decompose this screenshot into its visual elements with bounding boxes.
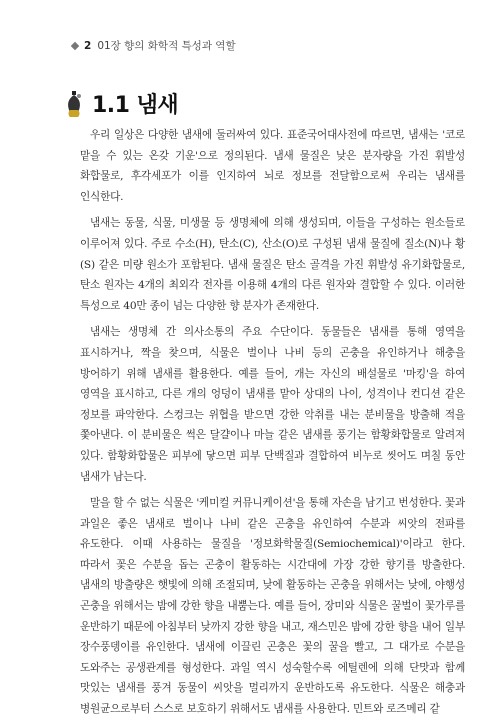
paragraph: 냄새는 동물, 식물, 미생물 등 생명체에 의해 생성되며, 이들을 구성하는 원소들로 이루어져 있다. 주로 수소(H), 탄소(C), 산소(O)로 구성된 냄새 물질에 질소(N)나 황(S) 같은 미량 원소가 포함된다. 냄새 물질은 탄소 골격을 가진 휘발성 유기화합물로, 탄소 원자는 4개의 최외각 전자를 이용해 4개의 다른 원자와 결합할 수 있다. 이러한 특성으로 40만 종이 넘는 다양한 향 분자가 존재한다. xyxy=(80,217,465,312)
perfume-bottle-icon xyxy=(64,90,84,118)
bullet-diamond-icon xyxy=(71,41,79,49)
paragraph: 말을 할 수 없는 식물은 '케미컬 커뮤니케이션'을 통해 자손을 남기고 번성한다. 꽃과 과일은 좋은 냄새로 벌이나 나비 같은 곤충을 유인하여 수분과 씨앗의 전파를 유도한다. 이때 사용하는 물질을 '정보화학물질(Semiochemical)'이라고 한다. 따라서 꽃은 수분을 돕는 곤충이 활동하는 시간대에 가장 강한 향기를 방출한다. 냄새의 방출량은 햇빛에 의해 조절되며, 낮에 활동하는 곤충을 위해서는 낮에, 야행성 곤충을 위해서는 밤에 강한 향을 내뿜는다. 예를 들어, 장미와 식물은 꿀벌이 꽃가루를 운반하기 때문에 아침부터 낮까지 강한 향을 내고, 재스민은 밤에 강한 향을 내어 일부 장수풍뎅이를 유인한다. 냄새에 이끌린 곤충은 꽃의 꿀을 빨고, 그 대가로 수분을 도와주는 공생관계를 형성한다. 과일 역시 성숙할수록 에틸렌에 의해 단맛과 함께 맛있는 냄새를 풍겨 동물이 씨앗을 멀리까지 운반하도록 유도한다. 식물은 해충과 병원균으로부터 스스로 보호하기 위해서도 냄새를 사용한다. 민트와 로즈메리 같 xyxy=(80,497,465,716)
page-number: 2 xyxy=(84,39,92,52)
paragraph: 냄새는 생명체 간 의사소통의 주요 수단이다. 동물들은 냄새를 통해 영역을 표시하거나, 짝을 찾으며, 식물은 벌이나 나비 등의 곤충을 유인하거나 해충을 방어하기 위해 냄새를 활용한다. 예를 들어, 개는 자신의 배설물로 '마킹'을 하여 영역을 표시하고, 다른 개의 엉덩이 냄새를 맡아 상대의 나이, 성격이나 컨디션 같은 정보를 파악한다. 스컹크는 위협을 받으면 강한 악취를 내는 분비물을 방출해 적을 쫓아낸다. 이 분비물은 썩은 달걀이나 마늘 같은 냄새를 풍기는 함황화합물로 알려져 있다. 함황화합물은 피부에 닿으면 피부 단백질과 결합하여 비누로 씻어도 며칠 동안 냄새가 남는다. xyxy=(80,326,465,483)
paragraph: 우리 일상은 다양한 냄새에 둘러싸여 있다. 표준국어대사전에 따르면, 냄새는 '코로 맡을 수 있는 온갖 기운'으로 정의된다. 냄새 물질은 낮은 분자량을 가진 휘발성 화합물로, 후각세포가 이를 인지하여 뇌로 정보를 전달함으로써 우리는 냄새를 인식한다. xyxy=(80,129,465,203)
body-text xyxy=(80,125,465,726)
section-heading xyxy=(64,88,178,119)
section-title: 1.1 냄새 xyxy=(92,93,179,118)
chapter-title: 01장 향의 화학적 특성과 역할 xyxy=(97,40,236,52)
running-header xyxy=(72,38,236,53)
